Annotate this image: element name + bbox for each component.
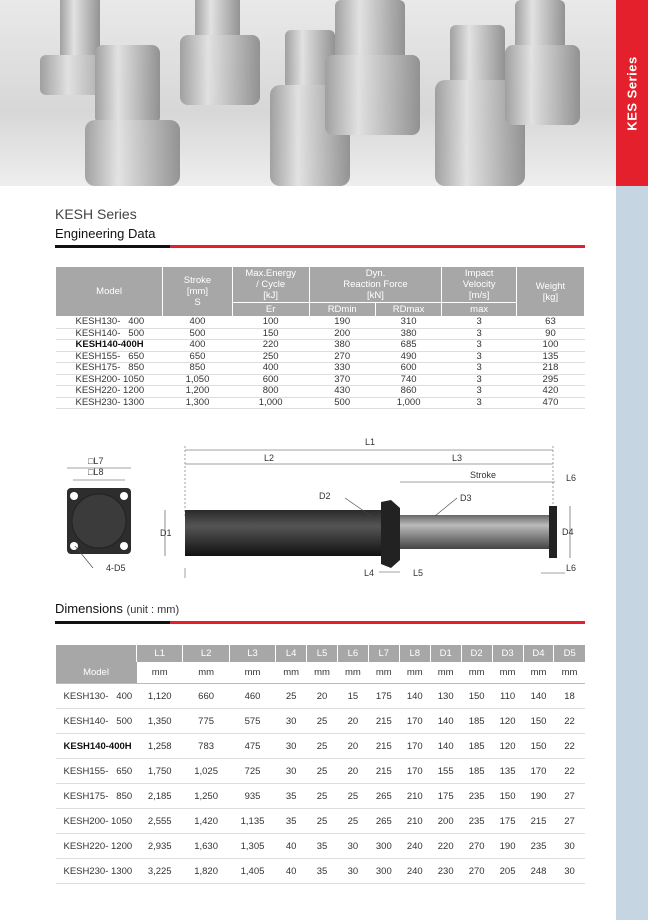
value-cell: 265 bbox=[368, 784, 399, 809]
unit-cell: mm bbox=[461, 662, 492, 684]
value-cell: 600 bbox=[375, 363, 442, 375]
value-cell: 1,000 bbox=[375, 397, 442, 409]
value-cell: 170 bbox=[399, 709, 430, 734]
model-cell: KESH140-400H bbox=[56, 340, 163, 352]
value-cell: 240 bbox=[399, 859, 430, 884]
col-l8: L8 bbox=[399, 645, 430, 662]
value-cell: 130 bbox=[430, 684, 461, 709]
model-cell: KESH230- 1300 bbox=[56, 397, 163, 409]
model-cell: KESH220- 1200 bbox=[56, 386, 163, 398]
table-row bbox=[56, 328, 585, 340]
col-model: Model bbox=[56, 267, 163, 317]
value-cell: 30 bbox=[337, 859, 368, 884]
value-cell: 170 bbox=[399, 759, 430, 784]
value-cell: 218 bbox=[516, 363, 584, 375]
value-cell: 3 bbox=[442, 386, 517, 398]
value-cell: 775 bbox=[183, 709, 229, 734]
value-cell: 650 bbox=[163, 351, 233, 363]
value-cell: 1,025 bbox=[183, 759, 229, 784]
unit-cell: mm bbox=[337, 662, 368, 684]
value-cell: 295 bbox=[516, 374, 584, 386]
value-cell: 3 bbox=[442, 397, 517, 409]
value-cell: 63 bbox=[516, 317, 584, 329]
table-row bbox=[56, 734, 586, 759]
value-cell: 140 bbox=[430, 709, 461, 734]
value-cell: 215 bbox=[368, 759, 399, 784]
model-cell: KESH130- 400 bbox=[56, 684, 137, 709]
value-cell: 25 bbox=[307, 734, 338, 759]
value-cell: 1,300 bbox=[163, 397, 233, 409]
value-cell: 30 bbox=[276, 709, 307, 734]
value-cell: 20 bbox=[337, 759, 368, 784]
value-cell: 170 bbox=[399, 734, 430, 759]
col-l4: L4 bbox=[276, 645, 307, 662]
value-cell: 3,225 bbox=[137, 859, 183, 884]
model-cell: KESH175- 850 bbox=[56, 784, 137, 809]
front-view bbox=[67, 468, 131, 568]
value-cell: 25 bbox=[307, 759, 338, 784]
value-cell: 1,630 bbox=[183, 834, 229, 859]
model-cell: KESH200- 1050 bbox=[56, 809, 137, 834]
value-cell: 150 bbox=[232, 328, 309, 340]
value-cell: 140 bbox=[399, 684, 430, 709]
value-cell: 27 bbox=[554, 809, 585, 834]
value-cell: 1,258 bbox=[137, 734, 183, 759]
value-cell: 120 bbox=[492, 709, 523, 734]
value-cell: 300 bbox=[368, 859, 399, 884]
value-cell: 100 bbox=[232, 317, 309, 329]
series-title: KESH Series bbox=[55, 206, 137, 222]
value-cell: 400 bbox=[163, 340, 233, 352]
value-cell: 1,750 bbox=[137, 759, 183, 784]
value-cell: 370 bbox=[309, 374, 375, 386]
value-cell: 110 bbox=[492, 684, 523, 709]
value-cell: 250 bbox=[232, 351, 309, 363]
value-cell: 215 bbox=[368, 734, 399, 759]
col-d1: D1 bbox=[430, 645, 461, 662]
section-rule bbox=[55, 245, 585, 248]
value-cell: 330 bbox=[309, 363, 375, 375]
value-cell: 470 bbox=[516, 397, 584, 409]
value-cell: 140 bbox=[430, 734, 461, 759]
side-view bbox=[165, 446, 570, 578]
value-cell: 185 bbox=[461, 734, 492, 759]
value-cell: 200 bbox=[309, 328, 375, 340]
label-stroke: Stroke bbox=[470, 470, 497, 480]
dimensions-table bbox=[55, 645, 585, 884]
table-row bbox=[56, 363, 585, 375]
unit-cell: mm bbox=[183, 662, 229, 684]
value-cell: 235 bbox=[461, 784, 492, 809]
value-cell: 1,120 bbox=[137, 684, 183, 709]
label-d5: 4-D5 bbox=[106, 563, 126, 573]
unit-cell: mm bbox=[229, 662, 275, 684]
table-row bbox=[56, 834, 586, 859]
label-d4: D4 bbox=[562, 527, 574, 537]
unit-cell: mm bbox=[554, 662, 585, 684]
table-row bbox=[56, 351, 585, 363]
value-cell: 30 bbox=[554, 859, 585, 884]
value-cell: 240 bbox=[399, 834, 430, 859]
col-energy: Max.Energy / Cycle [kJ] bbox=[232, 267, 309, 303]
value-cell: 783 bbox=[183, 734, 229, 759]
col-impact: Impact Velocity [m/s] bbox=[442, 267, 517, 303]
table-row bbox=[56, 340, 585, 352]
value-cell: 40 bbox=[276, 834, 307, 859]
value-cell: 190 bbox=[523, 784, 554, 809]
col-rdmin: RDmin bbox=[309, 303, 375, 317]
model-cell: KESH130- 400 bbox=[56, 317, 163, 329]
value-cell: 270 bbox=[461, 834, 492, 859]
col-dyn: Dyn. Reaction Force [kN] bbox=[309, 267, 442, 303]
value-cell: 1,350 bbox=[137, 709, 183, 734]
col-l1: L1 bbox=[137, 645, 183, 662]
label-l3: L3 bbox=[452, 453, 463, 463]
value-cell: 740 bbox=[375, 374, 442, 386]
value-cell: 1,135 bbox=[229, 809, 275, 834]
value-cell: 300 bbox=[368, 834, 399, 859]
value-cell: 215 bbox=[368, 709, 399, 734]
value-cell: 35 bbox=[307, 834, 338, 859]
value-cell: 500 bbox=[163, 328, 233, 340]
value-cell: 2,185 bbox=[137, 784, 183, 809]
value-cell: 155 bbox=[430, 759, 461, 784]
value-cell: 220 bbox=[232, 340, 309, 352]
value-cell: 27 bbox=[554, 784, 585, 809]
value-cell: 220 bbox=[430, 834, 461, 859]
value-cell: 135 bbox=[492, 759, 523, 784]
value-cell: 30 bbox=[554, 834, 585, 859]
value-cell: 18 bbox=[554, 684, 585, 709]
label-l2: L2 bbox=[264, 453, 275, 463]
label-l5: L5 bbox=[413, 568, 424, 578]
value-cell: 175 bbox=[430, 784, 461, 809]
hero-photo bbox=[0, 0, 616, 186]
value-cell: 860 bbox=[375, 386, 442, 398]
value-cell: 40 bbox=[276, 859, 307, 884]
value-cell: 210 bbox=[399, 809, 430, 834]
col-impact-sub: max bbox=[442, 303, 517, 317]
value-cell: 3 bbox=[442, 363, 517, 375]
value-cell: 685 bbox=[375, 340, 442, 352]
value-cell: 490 bbox=[375, 351, 442, 363]
value-cell: 25 bbox=[337, 784, 368, 809]
value-cell: 190 bbox=[309, 317, 375, 329]
col-blank bbox=[56, 645, 137, 662]
unit-cell: mm bbox=[307, 662, 338, 684]
value-cell: 30 bbox=[276, 734, 307, 759]
model-cell: KESH155- 650 bbox=[56, 351, 163, 363]
model-cell: KESH155- 650 bbox=[56, 759, 137, 784]
value-cell: 380 bbox=[375, 328, 442, 340]
value-cell: 475 bbox=[229, 734, 275, 759]
value-cell: 20 bbox=[307, 684, 338, 709]
section-rule bbox=[55, 621, 585, 624]
value-cell: 400 bbox=[163, 317, 233, 329]
value-cell: 935 bbox=[229, 784, 275, 809]
table-row bbox=[56, 317, 585, 329]
model-cell: KESH230- 1300 bbox=[56, 859, 137, 884]
label-l6-top: L6 bbox=[566, 473, 577, 483]
value-cell: 20 bbox=[337, 734, 368, 759]
value-cell: 215 bbox=[523, 809, 554, 834]
value-cell: 2,555 bbox=[137, 809, 183, 834]
unit-cell: mm bbox=[430, 662, 461, 684]
model-cell: KESH140-400H bbox=[56, 734, 137, 759]
value-cell: 90 bbox=[516, 328, 584, 340]
side-tab-label: KES Series bbox=[624, 55, 640, 131]
value-cell: 30 bbox=[337, 834, 368, 859]
col-l6: L6 bbox=[337, 645, 368, 662]
value-cell: 185 bbox=[461, 759, 492, 784]
value-cell: 460 bbox=[229, 684, 275, 709]
value-cell: 200 bbox=[430, 809, 461, 834]
model-cell: KESH175- 850 bbox=[56, 363, 163, 375]
label-l4: L4 bbox=[364, 568, 375, 578]
col-stroke: Stroke [mm] S bbox=[163, 267, 233, 317]
value-cell: 22 bbox=[554, 709, 585, 734]
value-cell: 725 bbox=[229, 759, 275, 784]
col-d5: D5 bbox=[554, 645, 585, 662]
value-cell: 270 bbox=[461, 859, 492, 884]
model-cell: KESH200- 1050 bbox=[56, 374, 163, 386]
value-cell: 185 bbox=[461, 709, 492, 734]
value-cell: 22 bbox=[554, 734, 585, 759]
value-cell: 15 bbox=[337, 684, 368, 709]
value-cell: 3 bbox=[442, 340, 517, 352]
model-cell: KESH220- 1200 bbox=[56, 834, 137, 859]
value-cell: 25 bbox=[307, 809, 338, 834]
value-cell: 270 bbox=[309, 351, 375, 363]
col-d2: D2 bbox=[461, 645, 492, 662]
value-cell: 175 bbox=[368, 684, 399, 709]
unit-cell: mm bbox=[399, 662, 430, 684]
dimension-drawing bbox=[55, 436, 585, 586]
value-cell: 235 bbox=[523, 834, 554, 859]
label-l8: □L8 bbox=[88, 467, 104, 477]
value-cell: 660 bbox=[183, 684, 229, 709]
section-title-dimensions: Dimensions (unit : mm) bbox=[55, 601, 180, 616]
col-d4: D4 bbox=[523, 645, 554, 662]
value-cell: 430 bbox=[309, 386, 375, 398]
unit-cell: mm bbox=[523, 662, 554, 684]
value-cell: 1,405 bbox=[229, 859, 275, 884]
label-d3: D3 bbox=[460, 493, 472, 503]
label-d1: D1 bbox=[160, 528, 172, 538]
value-cell: 170 bbox=[523, 759, 554, 784]
table-row bbox=[56, 859, 586, 884]
table-row bbox=[56, 374, 585, 386]
table-row bbox=[56, 684, 586, 709]
value-cell: 500 bbox=[309, 397, 375, 409]
col-d3: D3 bbox=[492, 645, 523, 662]
unit-cell: mm bbox=[492, 662, 523, 684]
table-row bbox=[56, 397, 585, 409]
value-cell: 600 bbox=[232, 374, 309, 386]
value-cell: 20 bbox=[337, 709, 368, 734]
value-cell: 205 bbox=[492, 859, 523, 884]
value-cell: 35 bbox=[276, 809, 307, 834]
value-cell: 150 bbox=[523, 734, 554, 759]
value-cell: 265 bbox=[368, 809, 399, 834]
value-cell: 135 bbox=[516, 351, 584, 363]
label-l7: □L7 bbox=[88, 456, 104, 466]
unit-cell: mm bbox=[137, 662, 183, 684]
value-cell: 25 bbox=[276, 684, 307, 709]
table-row bbox=[56, 784, 586, 809]
value-cell: 1,050 bbox=[163, 374, 233, 386]
value-cell: 35 bbox=[307, 859, 338, 884]
value-cell: 3 bbox=[442, 351, 517, 363]
col-l3: L3 bbox=[229, 645, 275, 662]
value-cell: 150 bbox=[461, 684, 492, 709]
value-cell: 25 bbox=[337, 809, 368, 834]
value-cell: 3 bbox=[442, 374, 517, 386]
table-row bbox=[56, 709, 586, 734]
label-l6-bottom: L6 bbox=[566, 563, 577, 573]
value-cell: 3 bbox=[442, 328, 517, 340]
col-weight: Weight [kg] bbox=[516, 267, 584, 317]
value-cell: 235 bbox=[461, 809, 492, 834]
value-cell: 1,820 bbox=[183, 859, 229, 884]
value-cell: 800 bbox=[232, 386, 309, 398]
value-cell: 575 bbox=[229, 709, 275, 734]
table-row bbox=[56, 809, 586, 834]
engineering-table bbox=[55, 266, 585, 409]
value-cell: 3 bbox=[442, 317, 517, 329]
value-cell: 400 bbox=[232, 363, 309, 375]
value-cell: 25 bbox=[307, 709, 338, 734]
col-l7: L7 bbox=[368, 645, 399, 662]
value-cell: 150 bbox=[492, 784, 523, 809]
value-cell: 175 bbox=[492, 809, 523, 834]
col-model: Model bbox=[56, 662, 137, 684]
table-row bbox=[56, 759, 586, 784]
unit-cell: mm bbox=[368, 662, 399, 684]
value-cell: 22 bbox=[554, 759, 585, 784]
value-cell: 25 bbox=[307, 784, 338, 809]
value-cell: 248 bbox=[523, 859, 554, 884]
value-cell: 210 bbox=[399, 784, 430, 809]
value-cell: 35 bbox=[276, 784, 307, 809]
model-cell: KESH140- 500 bbox=[56, 328, 163, 340]
value-cell: 310 bbox=[375, 317, 442, 329]
side-tab-label-box bbox=[616, 0, 648, 186]
value-cell: 230 bbox=[430, 859, 461, 884]
value-cell: 30 bbox=[276, 759, 307, 784]
label-l1: L1 bbox=[365, 437, 376, 447]
value-cell: 1,250 bbox=[183, 784, 229, 809]
value-cell: 100 bbox=[516, 340, 584, 352]
unit-cell: mm bbox=[276, 662, 307, 684]
value-cell: 2,935 bbox=[137, 834, 183, 859]
col-l5: L5 bbox=[307, 645, 338, 662]
value-cell: 380 bbox=[309, 340, 375, 352]
value-cell: 1,000 bbox=[232, 397, 309, 409]
section-title-engineering: Engineering Data bbox=[55, 226, 156, 241]
table-row bbox=[56, 386, 585, 398]
value-cell: 190 bbox=[492, 834, 523, 859]
value-cell: 850 bbox=[163, 363, 233, 375]
col-rdmax: RDmax bbox=[375, 303, 442, 317]
value-cell: 120 bbox=[492, 734, 523, 759]
label-d2: D2 bbox=[319, 491, 331, 501]
value-cell: 140 bbox=[523, 684, 554, 709]
col-energy-sub: Er bbox=[232, 303, 309, 317]
col-l2: L2 bbox=[183, 645, 229, 662]
value-cell: 1,200 bbox=[163, 386, 233, 398]
value-cell: 1,420 bbox=[183, 809, 229, 834]
value-cell: 420 bbox=[516, 386, 584, 398]
value-cell: 150 bbox=[523, 709, 554, 734]
value-cell: 1,305 bbox=[229, 834, 275, 859]
model-cell: KESH140- 500 bbox=[56, 709, 137, 734]
